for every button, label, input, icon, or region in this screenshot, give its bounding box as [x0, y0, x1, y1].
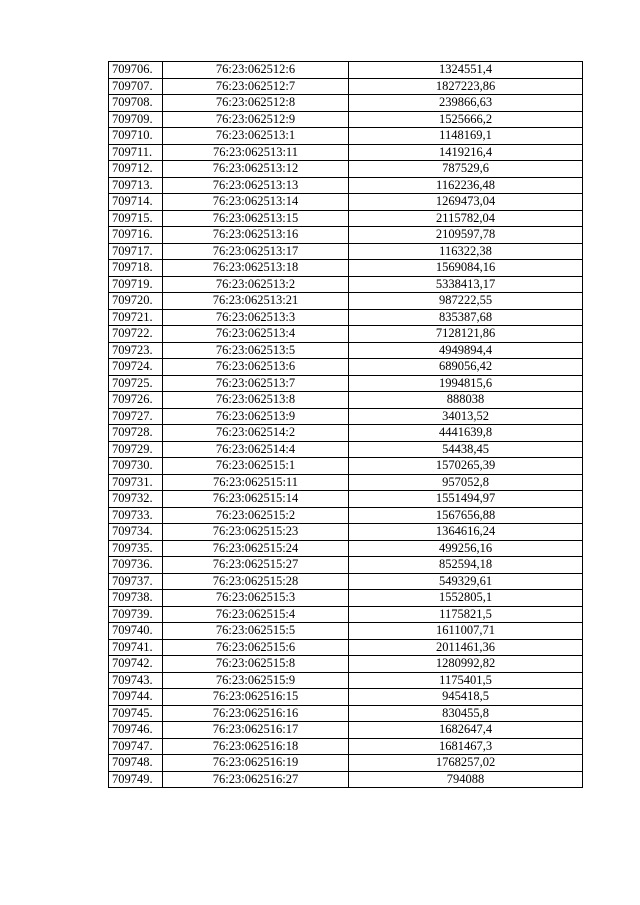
cadastral-value-cell: 888038 [349, 392, 583, 409]
row-number-cell: 709740. [109, 623, 163, 640]
row-number-cell: 709710. [109, 128, 163, 145]
table-row [109, 738, 583, 755]
table-row [109, 227, 583, 244]
cadastral-value-cell: 1611007,71 [349, 623, 583, 640]
table-row [109, 507, 583, 524]
row-number-cell: 709742. [109, 656, 163, 673]
cadastral-number-cell: 76:23:062513:6 [163, 359, 349, 376]
table-row [109, 128, 583, 145]
cadastral-number-cell: 76:23:062515:9 [163, 672, 349, 689]
row-number-cell: 709732. [109, 491, 163, 508]
table-row [109, 606, 583, 623]
cadastral-value-cell: 1994815,6 [349, 375, 583, 392]
table-row [109, 672, 583, 689]
cadastral-value-cell: 957052,8 [349, 474, 583, 491]
table-row [109, 557, 583, 574]
cadastral-value-cell: 835387,68 [349, 309, 583, 326]
row-number-cell: 709737. [109, 573, 163, 590]
cadastral-number-cell: 76:23:062515:5 [163, 623, 349, 640]
table-row [109, 458, 583, 475]
cadastral-value-cell: 1175401,5 [349, 672, 583, 689]
table-row [109, 491, 583, 508]
table-row [109, 276, 583, 293]
cadastral-value-cell: 239866,63 [349, 95, 583, 112]
row-number-cell: 709729. [109, 441, 163, 458]
cadastral-value-cell: 1324551,4 [349, 62, 583, 79]
cadastral-number-cell: 76:23:062512:9 [163, 111, 349, 128]
row-number-cell: 709711. [109, 144, 163, 161]
cadastral-value-cell: 1280992,82 [349, 656, 583, 673]
table-row [109, 540, 583, 557]
cadastral-number-cell: 76:23:062513:9 [163, 408, 349, 425]
row-number-cell: 709734. [109, 524, 163, 541]
row-number-cell: 709746. [109, 722, 163, 739]
cadastral-number-cell: 76:23:062516:17 [163, 722, 349, 739]
row-number-cell: 709727. [109, 408, 163, 425]
cadastral-value-cell: 787529,6 [349, 161, 583, 178]
cadastral-value-cell: 1269473,04 [349, 194, 583, 211]
table-row [109, 342, 583, 359]
cadastral-value-cell: 34013,52 [349, 408, 583, 425]
cadastral-number-cell: 76:23:062513:4 [163, 326, 349, 343]
table-row [109, 425, 583, 442]
cadastral-number-cell: 76:23:062515:8 [163, 656, 349, 673]
row-number-cell: 709717. [109, 243, 163, 260]
table-row [109, 210, 583, 227]
cadastral-value-cell: 1525666,2 [349, 111, 583, 128]
row-number-cell: 709724. [109, 359, 163, 376]
row-number-cell: 709733. [109, 507, 163, 524]
cadastral-value-cell: 1682647,4 [349, 722, 583, 739]
row-number-cell: 709720. [109, 293, 163, 310]
cadastral-value-cell: 549329,61 [349, 573, 583, 590]
table-row [109, 78, 583, 95]
row-number-cell: 709719. [109, 276, 163, 293]
table-row [109, 326, 583, 343]
cadastral-number-cell: 76:23:062515:14 [163, 491, 349, 508]
cadastral-value-cell: 1162236,48 [349, 177, 583, 194]
row-number-cell: 709712. [109, 161, 163, 178]
row-number-cell: 709722. [109, 326, 163, 343]
row-number-cell: 709707. [109, 78, 163, 95]
row-number-cell: 709708. [109, 95, 163, 112]
cadastral-number-cell: 76:23:062516:27 [163, 771, 349, 788]
cadastral-number-cell: 76:23:062514:2 [163, 425, 349, 442]
cadastral-number-cell: 76:23:062515:3 [163, 590, 349, 607]
cadastral-number-cell: 76:23:062515:11 [163, 474, 349, 491]
cadastral-value-cell: 116322,38 [349, 243, 583, 260]
table-row [109, 392, 583, 409]
cadastral-value-cell: 1364616,24 [349, 524, 583, 541]
cadastral-value-cell: 54438,45 [349, 441, 583, 458]
cadastral-number-cell: 76:23:062515:24 [163, 540, 349, 557]
cadastral-number-cell: 76:23:062513:7 [163, 375, 349, 392]
cadastral-number-cell: 76:23:062515:2 [163, 507, 349, 524]
row-number-cell: 709714. [109, 194, 163, 211]
cadastral-number-cell: 76:23:062513:1 [163, 128, 349, 145]
table-row [109, 375, 583, 392]
row-number-cell: 709739. [109, 606, 163, 623]
cadastral-value-cell: 2115782,04 [349, 210, 583, 227]
cadastral-number-cell: 76:23:062513:12 [163, 161, 349, 178]
row-number-cell: 709743. [109, 672, 163, 689]
cadastral-number-cell: 76:23:062513:2 [163, 276, 349, 293]
table-row [109, 755, 583, 772]
cadastral-value-cell: 1148169,1 [349, 128, 583, 145]
cadastral-number-cell: 76:23:062513:16 [163, 227, 349, 244]
row-number-cell: 709706. [109, 62, 163, 79]
row-number-cell: 709723. [109, 342, 163, 359]
cadastral-value-cell: 852594,18 [349, 557, 583, 574]
cadastral-value-cell: 794088 [349, 771, 583, 788]
table-row [109, 623, 583, 640]
row-number-cell: 709738. [109, 590, 163, 607]
cadastral-value-cell: 1827223,86 [349, 78, 583, 95]
cadastral-number-cell: 76:23:062513:3 [163, 309, 349, 326]
row-number-cell: 709713. [109, 177, 163, 194]
cadastral-number-cell: 76:23:062513:11 [163, 144, 349, 161]
table-row [109, 441, 583, 458]
cadastral-number-cell: 76:23:062515:27 [163, 557, 349, 574]
cadastral-value-cell: 7128121,86 [349, 326, 583, 343]
cadastral-value-cell: 1681467,3 [349, 738, 583, 755]
cadastral-number-cell: 76:23:062513:21 [163, 293, 349, 310]
row-number-cell: 709730. [109, 458, 163, 475]
cadastral-value-cell: 830455,8 [349, 705, 583, 722]
table-row [109, 771, 583, 788]
cadastral-value-cell: 2011461,36 [349, 639, 583, 656]
table-row [109, 161, 583, 178]
cadastral-value-cell: 1175821,5 [349, 606, 583, 623]
row-number-cell: 709718. [109, 260, 163, 277]
cadastral-value-cell: 1552805,1 [349, 590, 583, 607]
table-body [109, 62, 583, 788]
table-row [109, 656, 583, 673]
row-number-cell: 709716. [109, 227, 163, 244]
cadastral-value-cell: 945418,5 [349, 689, 583, 706]
cadastral-value-cell: 689056,42 [349, 359, 583, 376]
table-row [109, 573, 583, 590]
cadastral-value-cell: 5338413,17 [349, 276, 583, 293]
cadastral-number-cell: 76:23:062516:18 [163, 738, 349, 755]
table-row [109, 474, 583, 491]
cadastral-number-cell: 76:23:062513:5 [163, 342, 349, 359]
cadastral-number-cell: 76:23:062515:23 [163, 524, 349, 541]
cadastral-number-cell: 76:23:062513:18 [163, 260, 349, 277]
cadastral-value-cell: 1570265,39 [349, 458, 583, 475]
cadastral-number-cell: 76:23:062515:4 [163, 606, 349, 623]
cadastral-value-cell: 2109597,78 [349, 227, 583, 244]
cadastral-value-cell: 1551494,97 [349, 491, 583, 508]
table-row [109, 722, 583, 739]
table-row [109, 111, 583, 128]
row-number-cell: 709731. [109, 474, 163, 491]
table-row [109, 408, 583, 425]
table-row [109, 293, 583, 310]
cadastral-value-cell: 1419216,4 [349, 144, 583, 161]
cadastral-value-cell: 4441639,8 [349, 425, 583, 442]
cadastral-value-cell: 4949894,4 [349, 342, 583, 359]
cadastral-number-cell: 76:23:062516:16 [163, 705, 349, 722]
table-row [109, 194, 583, 211]
row-number-cell: 709725. [109, 375, 163, 392]
cadastral-number-cell: 76:23:062513:15 [163, 210, 349, 227]
table-row [109, 359, 583, 376]
cadastral-value-cell: 987222,55 [349, 293, 583, 310]
cadastral-value-table [108, 61, 583, 788]
cadastral-value-cell: 499256,16 [349, 540, 583, 557]
row-number-cell: 709749. [109, 771, 163, 788]
cadastral-number-cell: 76:23:062513:17 [163, 243, 349, 260]
table-row [109, 309, 583, 326]
table-row [109, 260, 583, 277]
cadastral-number-cell: 76:23:062513:13 [163, 177, 349, 194]
table-row [109, 590, 583, 607]
cadastral-number-cell: 76:23:062513:14 [163, 194, 349, 211]
row-number-cell: 709728. [109, 425, 163, 442]
cadastral-number-cell: 76:23:062515:6 [163, 639, 349, 656]
row-number-cell: 709748. [109, 755, 163, 772]
cadastral-number-cell: 76:23:062512:7 [163, 78, 349, 95]
cadastral-value-cell: 1569084,16 [349, 260, 583, 277]
cadastral-number-cell: 76:23:062515:28 [163, 573, 349, 590]
row-number-cell: 709744. [109, 689, 163, 706]
cadastral-number-cell: 76:23:062513:8 [163, 392, 349, 409]
row-number-cell: 709747. [109, 738, 163, 755]
table-row [109, 524, 583, 541]
row-number-cell: 709726. [109, 392, 163, 409]
table-row [109, 177, 583, 194]
cadastral-number-cell: 76:23:062512:6 [163, 62, 349, 79]
cadastral-number-cell: 76:23:062516:15 [163, 689, 349, 706]
row-number-cell: 709715. [109, 210, 163, 227]
row-number-cell: 709741. [109, 639, 163, 656]
cadastral-value-cell: 1567656,88 [349, 507, 583, 524]
cadastral-number-cell: 76:23:062516:19 [163, 755, 349, 772]
row-number-cell: 709721. [109, 309, 163, 326]
cadastral-number-cell: 76:23:062514:4 [163, 441, 349, 458]
row-number-cell: 709736. [109, 557, 163, 574]
table-row [109, 144, 583, 161]
cadastral-number-cell: 76:23:062515:1 [163, 458, 349, 475]
table-row [109, 689, 583, 706]
table-row [109, 705, 583, 722]
row-number-cell: 709735. [109, 540, 163, 557]
cadastral-value-cell: 1768257,02 [349, 755, 583, 772]
row-number-cell: 709709. [109, 111, 163, 128]
table-row [109, 95, 583, 112]
table-row [109, 639, 583, 656]
table-row [109, 243, 583, 260]
table-row [109, 62, 583, 79]
row-number-cell: 709745. [109, 705, 163, 722]
cadastral-number-cell: 76:23:062512:8 [163, 95, 349, 112]
